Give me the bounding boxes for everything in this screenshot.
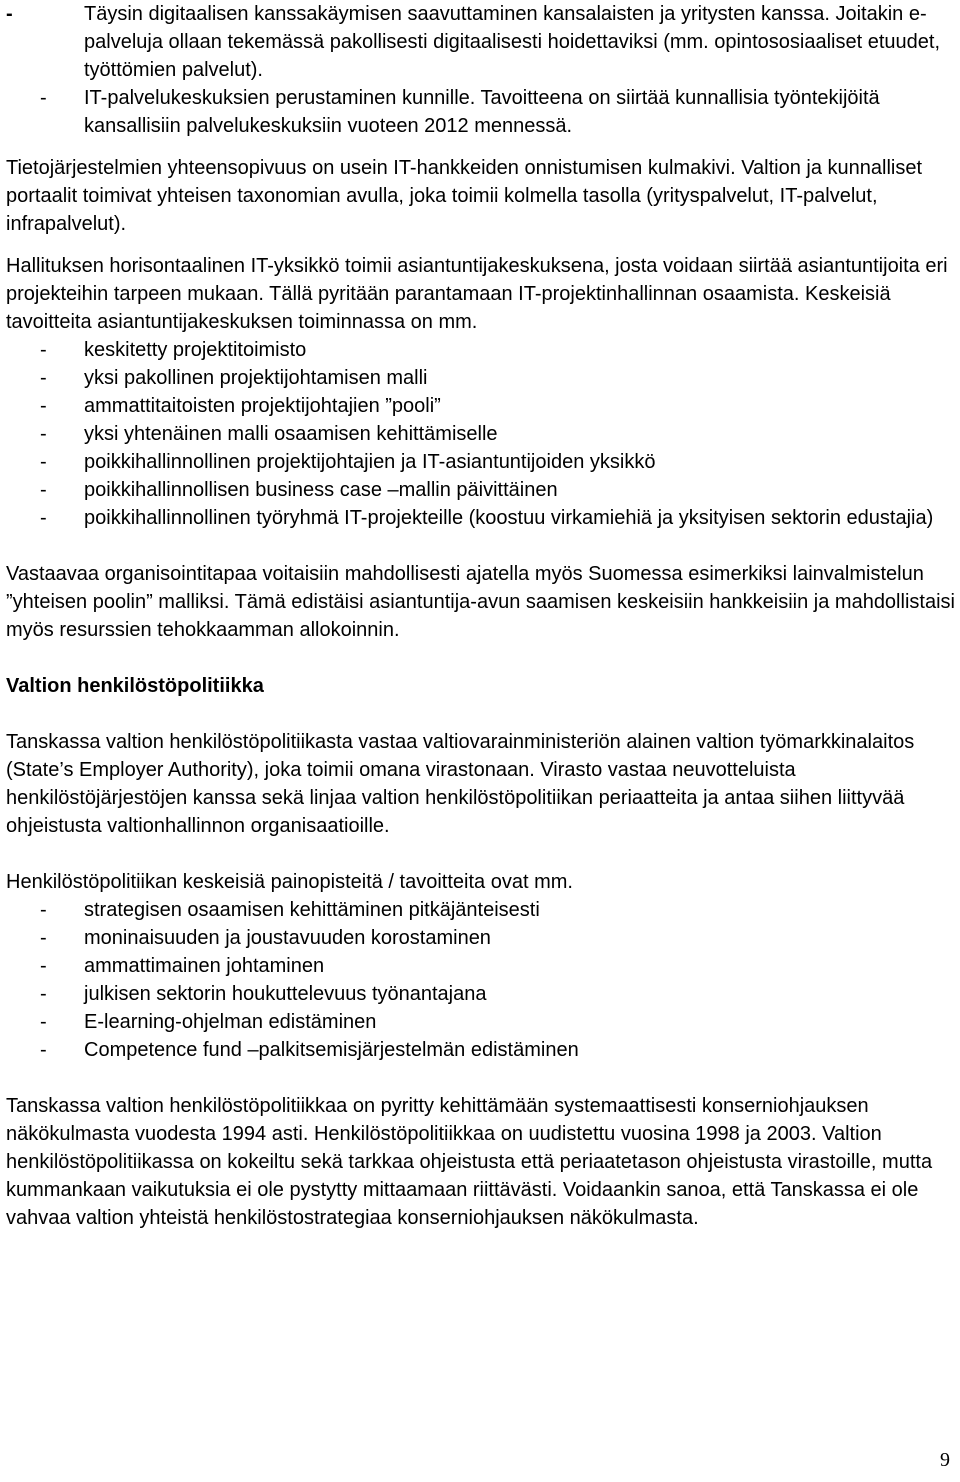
list-item xyxy=(6,896,956,924)
page-number: 9 xyxy=(940,1449,950,1471)
bullet-list-digital-services xyxy=(6,0,956,140)
list-item-text: Competence fund –palkitsemisjärjestelmän edistäminen xyxy=(84,1039,579,1061)
list-item-text: yksi yhtenäinen malli osaamisen kehittämiselle xyxy=(84,423,498,445)
list-dash: - xyxy=(40,507,47,529)
list-dash: - xyxy=(40,1011,47,1033)
list-item-text: Täysin digitaalisen kanssakäymisen saavuttaminen kansalaisten ja yritysten kanssa. Joitakin e-palveluja ollaan tekemässä pakollisesti digitaalisesti hoidettaviksi (mm. opintososiaaliset etuudet, työttömien palvelut). xyxy=(84,3,941,81)
list-item xyxy=(6,84,956,140)
list-item xyxy=(6,1008,956,1036)
list-dash: - xyxy=(40,339,47,361)
list-item-text: poikkihallinnollinen projektijohtajien ja IT-asiantuntijoiden yksikkö xyxy=(84,451,656,473)
list-item xyxy=(6,1036,956,1064)
list-dash: - xyxy=(40,955,47,977)
list-item-text: poikkihallinnollinen työryhmä IT-projekteille (koostuu virkamiehiä ja yksityisen sektorin edustajia) xyxy=(84,507,934,529)
list-dash: - xyxy=(40,983,47,1005)
list-dash: - xyxy=(40,395,47,417)
list-item xyxy=(6,392,956,420)
bullet-list-hr-priorities xyxy=(6,896,956,1064)
list-dash: - xyxy=(40,367,47,389)
paragraph-interoperability: Tietojärjestelmien yhteensopivuus on usein IT-hankkeiden onnistumisen kulmakivi. Valtion ja kunnalliset portaalit toimivat yhteisen taxonomian avulla, joka toimii kolmella tasolla (yrityspalvelut, IT-palvelut, infrapalvelut). xyxy=(6,157,923,235)
list-item xyxy=(6,952,956,980)
paragraph-pool-model: Vastaavaa organisointitapaa voitaisiin mahdollisesti ajatella myös Suomessa esimerkiksi lainvalmistelun ”yhteisen poolin” malliksi. Tämä edistäisi asiantuntija-avun saamisen keskeisiin hankkeisiin ja mahdollistaisi myös resurssien tehokkaamman allokoinnin. xyxy=(6,563,955,641)
paragraph-hr-priorities-intro: Henkilöstöpolitiikan keskeisiä painopisteitä / tavoitteita ovat mm. xyxy=(6,871,573,893)
list-dash: - xyxy=(40,87,47,109)
list-dash: - xyxy=(40,927,47,949)
list-dash: - xyxy=(40,899,47,921)
list-item-text: IT-palvelukeskuksien perustaminen kunnille. Tavoitteena on siirtää kunnallisia työntekijöitä kansallisiin palvelukeskuksiin vuoteen 2012 mennessä. xyxy=(84,87,880,137)
list-dash: - xyxy=(40,423,47,445)
list-item xyxy=(6,924,956,952)
list-item xyxy=(6,476,956,504)
list-item-text: julkisen sektorin houkuttelevuus työnantajana xyxy=(84,983,487,1005)
list-item-text: poikkihallinnollisen business case –mallin päivittäinen xyxy=(84,479,558,501)
paragraph-employer-authority: Tanskassa valtion henkilöstöpolitiikasta vastaa valtiovarainministeriön alainen valtion työmarkkinalaitos (State’s Employer Authority), joka toimii omana virastonaan. Virasto vastaa neuvotteluista henkilöstöjärjestöjen kanssa sekä linjaa valtion henkilöstöpolitiikan periaatteita ja antaa siihen liittyvää ohjeistusta valtionhallinnon organisaatioille. xyxy=(6,731,915,837)
list-item-text: E-learning-ohjelman edistäminen xyxy=(84,1011,377,1033)
list-item-text: ammattimainen johtaminen xyxy=(84,955,325,977)
paragraph-it-unit: Hallituksen horisontaalinen IT-yksikkö toimii asiantuntijakeskuksena, josta voidaan siirtää asiantuntijoita eri projekteihin tarpeen mukaan. Tällä pyritään parantamaan IT-projektinhallinnan osaamista. Keskeisiä tavoitteita asiantuntijakeskuksen toiminnassa on mm. xyxy=(6,255,948,333)
list-dash: - xyxy=(40,451,47,473)
bullet-list-expert-center-goals xyxy=(6,336,956,532)
list-item-text: ammattitaitoisten projektijohtajien ”pooli” xyxy=(84,395,441,417)
document-page xyxy=(6,0,956,1232)
list-item-text: yksi pakollinen projektijohtamisen malli xyxy=(84,367,428,389)
list-item xyxy=(6,420,956,448)
section-heading: Valtion henkilöstöpolitiikka xyxy=(6,675,264,697)
list-item-text: strategisen osaamisen kehittäminen pitkäjänteisesti xyxy=(84,899,540,921)
list-item xyxy=(6,364,956,392)
list-item xyxy=(6,504,956,532)
list-item-text: moninaisuuden ja joustavuuden korostaminen xyxy=(84,927,491,949)
list-item xyxy=(6,0,956,84)
list-dash: - xyxy=(40,479,47,501)
list-item xyxy=(6,980,956,1008)
list-dash: - xyxy=(6,3,13,25)
list-item xyxy=(6,448,956,476)
list-item xyxy=(6,336,956,364)
paragraph-hr-development: Tanskassa valtion henkilöstöpolitiikkaa on pyritty kehittämään systemaattisesti konserniohjauksen näkökulmasta vuodesta 1994 asti. Henkilöstöpolitiikkaa on uudistettu vuosina 1998 ja 2003. Valtion henkilöstöpolitiikassa on kokeiltu sekä tarkkaa ohjeistusta että periaatetason ohjeistusta virastoille, mutta kummankaan vaikutuksia ei ole pystytty mittaamaan riittävästi. Voidaankin sanoa, että Tanskassa ei ole vahvaa valtion yhteistä henkilöstostrategiaa konserniohjauksen näkökulmasta. xyxy=(6,1095,933,1229)
list-item-text: keskitetty projektitoimisto xyxy=(84,339,307,361)
list-dash: - xyxy=(40,1039,47,1061)
